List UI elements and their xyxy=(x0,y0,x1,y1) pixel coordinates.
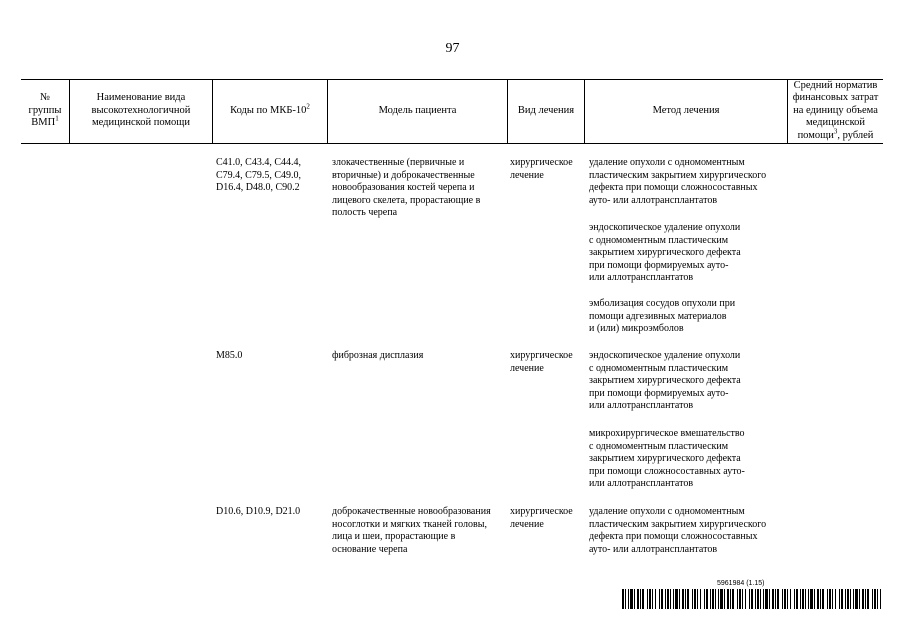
row1-treatment-type: хирургическое лечение xyxy=(510,157,573,181)
table-header-bottom-rule xyxy=(21,143,883,144)
header-patient-model: Модель пациента xyxy=(327,79,507,143)
row3-patient-model: доброкачественные новообразования носоглотки и мягких тканей головы, лица и шеи, прорастающие в основание черепа xyxy=(332,506,491,555)
row1-method-3: эмболизация сосудов опухоли при помощи адгезивных материалов и (или) микроэмболов xyxy=(589,298,736,334)
row1-method-2: эндоскопическое удаление опухоли с одномоментным пластическим закрытием хирургического дефекта при помощи формируемых ауто- или аллотрансплантатов xyxy=(589,222,741,283)
row2-method-2: микрохирургическое вмешательство с одномоментным пластическим закрытием хирургического дефекта при помощи сложносоставных ауто- или аллотрансплантатов xyxy=(589,428,745,489)
row2-patient-model: фиброзная дисплазия xyxy=(332,350,424,361)
barcode-image xyxy=(622,589,884,609)
row3-codes: D10.6, D10.9, D21.0 xyxy=(216,506,301,517)
row2-codes: M85.0 xyxy=(216,350,243,361)
row3-treatment-type: хирургическое лечение xyxy=(510,506,573,530)
header-treatment-type: Вид лечения xyxy=(507,79,584,143)
row3-method-1: удаление опухоли с одномоментным пластическим закрытием хирургического дефекта при помощи сложносоставных ауто- или аллотрансплантатов xyxy=(589,506,767,555)
header-care-name: Наименование вида высокотехнологичной медицинской помощи xyxy=(69,79,212,143)
page-number: 97 xyxy=(445,41,460,56)
header-group: № группы ВМП$^1$ xyxy=(28,92,62,129)
header-treatment-method: Метод лечения xyxy=(584,79,787,143)
barcode-caption: 5961984 (1.15) xyxy=(717,580,765,587)
header-icd-codes: Коды по МКБ-$10^2$ xyxy=(212,79,327,143)
row1-method-1: удаление опухоли с одномоментным пластическим закрытием хирургического дефекта при помощи сложносоставных ауто- или аллотрансплантатов xyxy=(589,157,767,206)
row2-treatment-type: хирургическое лечение xyxy=(510,350,573,374)
row1-codes: C41.0, C43.4, C44.4, C79.4, C79.5, C49.0, D16.4, D48.0, C90.2 xyxy=(216,157,302,193)
row2-method-1: эндоскопическое удаление опухоли с одномоментным пластическим закрытием хирургического дефекта при помощи формируемых ауто- или аллотрансплантатов xyxy=(589,350,741,411)
header-cost-norm: Средний норматив финансовых затрат на единицу объема медицинской помощи$^3$, рублей xyxy=(787,79,883,143)
row1-patient-model: злокачественные (первичные и вторичные) и доброкачественные новообразования костей черепа и лицевого скелета, прорастающие в полость черепа xyxy=(332,157,481,218)
